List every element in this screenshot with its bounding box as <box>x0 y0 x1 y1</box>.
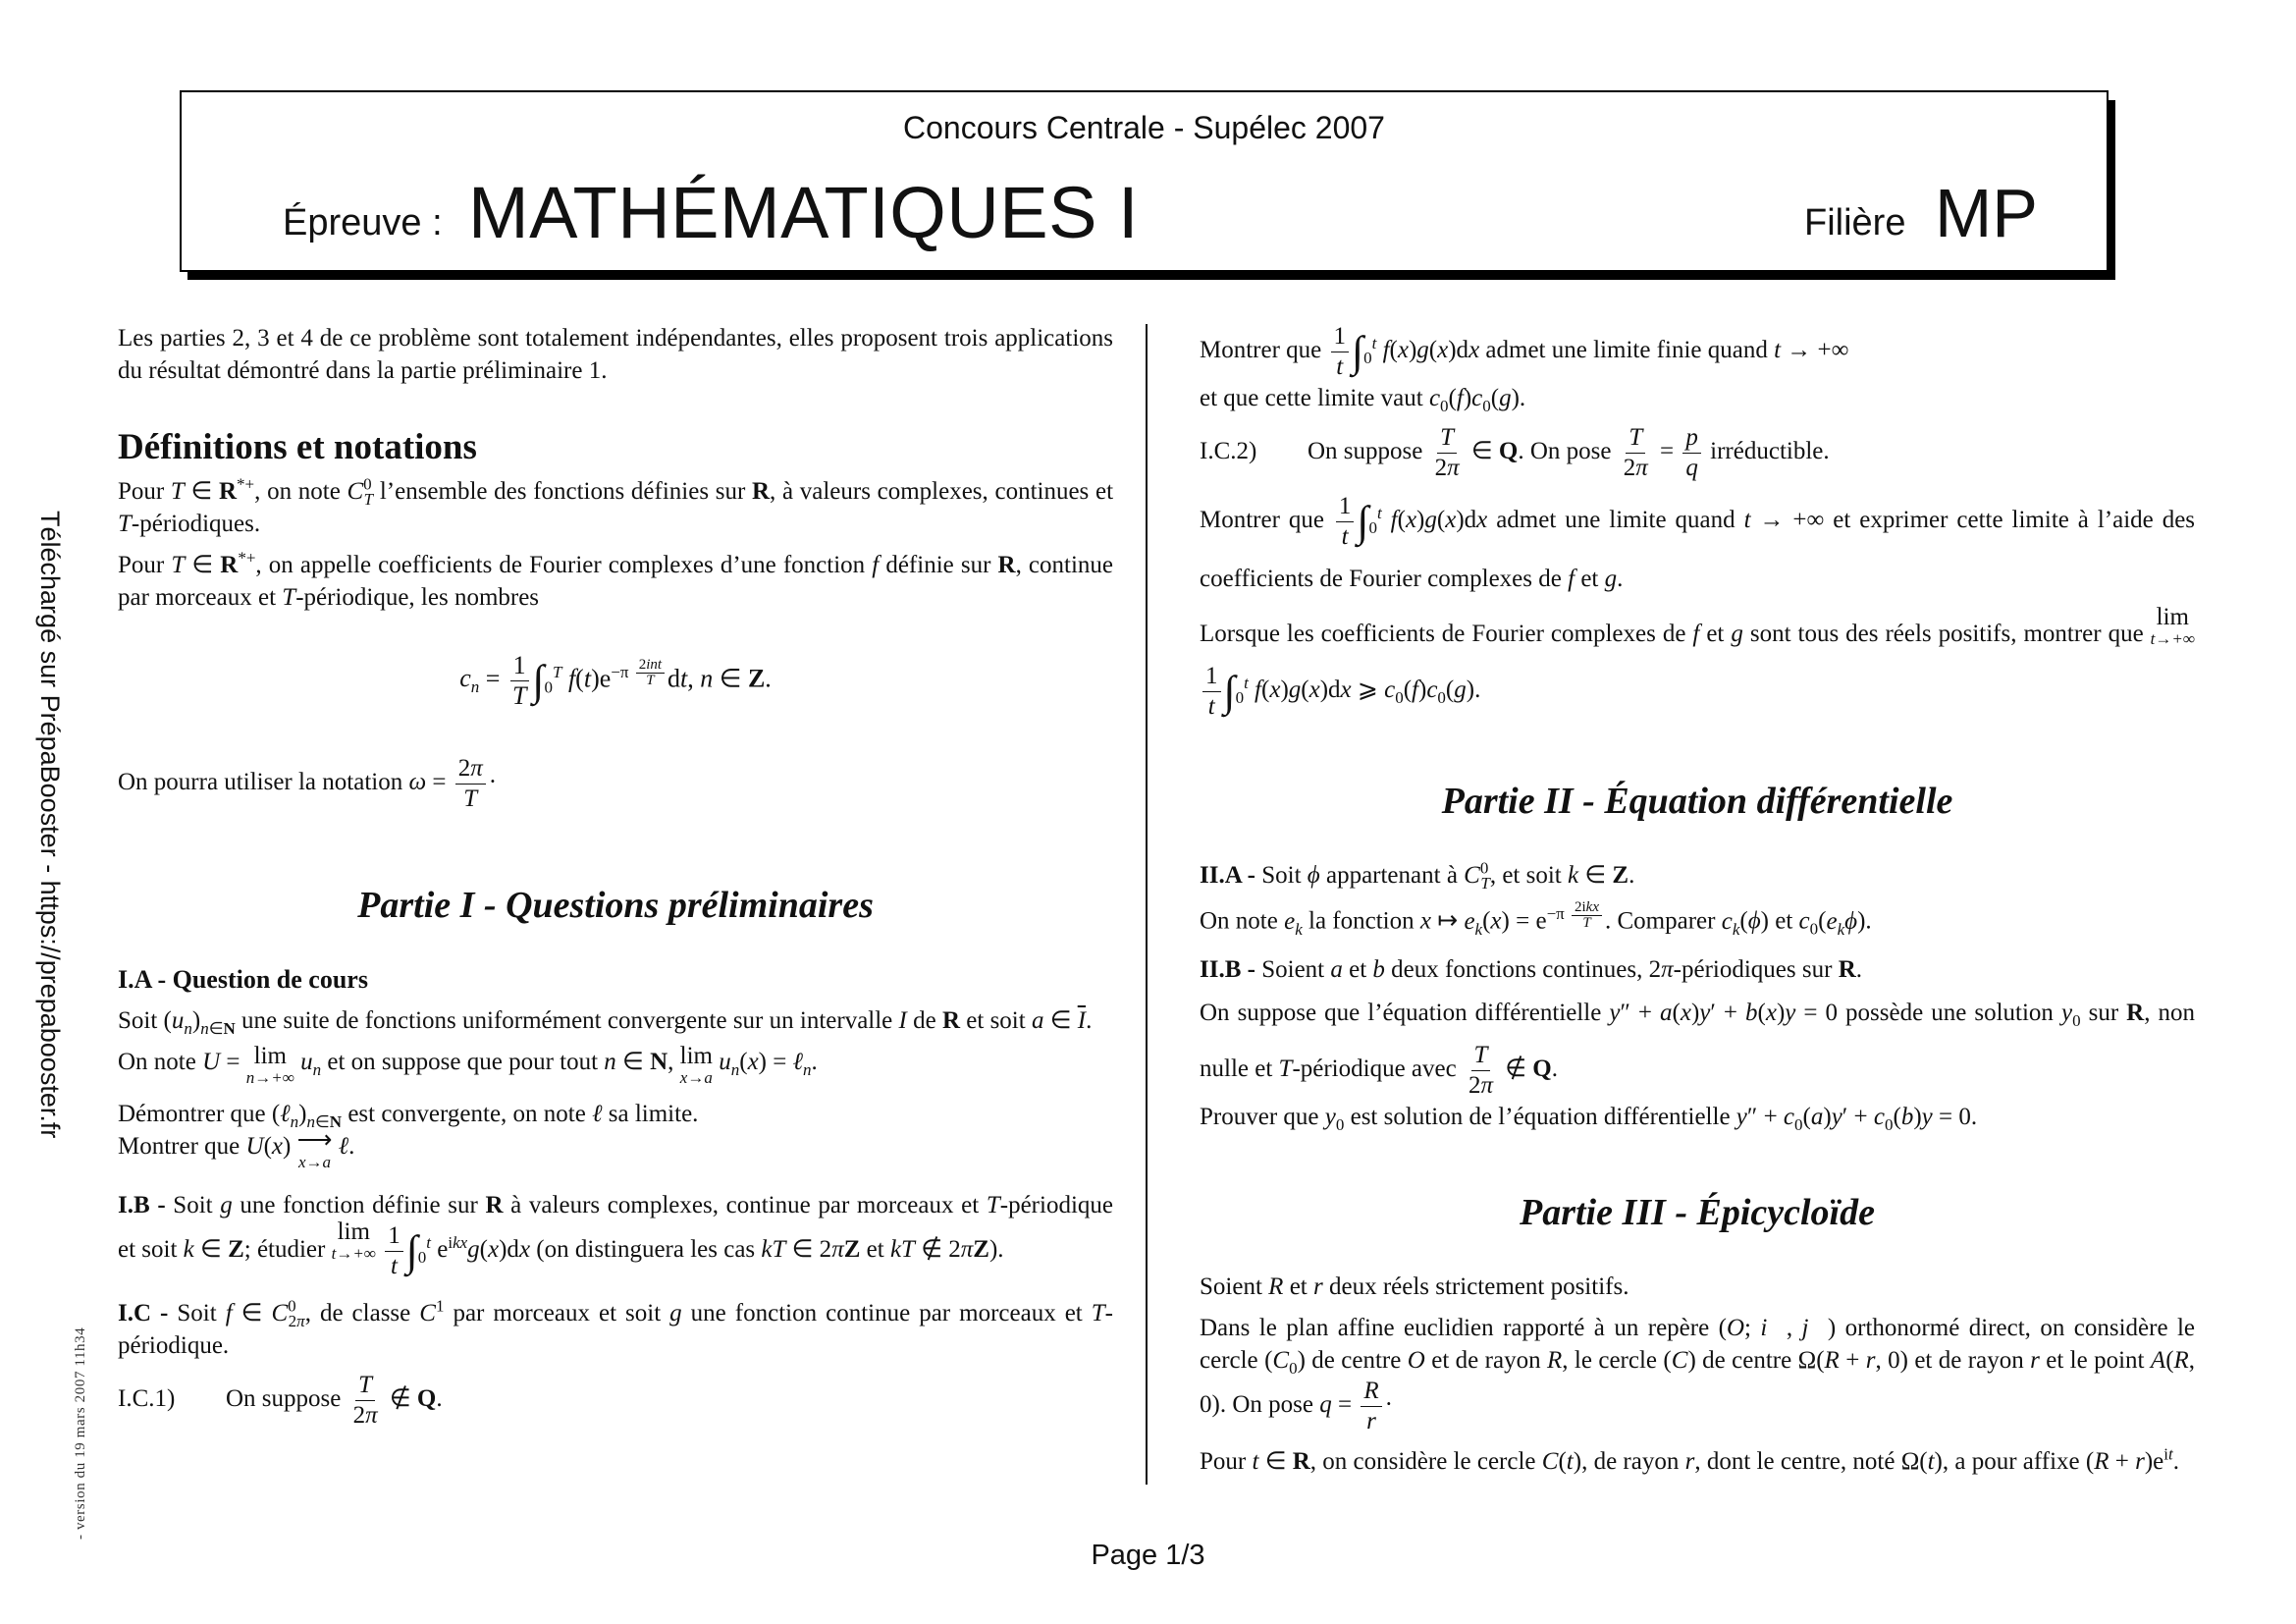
IIA-paragraph: II.A - Soit ϕ appartenant à $C^0_T$, et soit k ∈ Z. <box>1200 858 1635 893</box>
IA-paragraph-4: Montrer que U(x) ⟶ x→a ℓ. <box>118 1127 355 1171</box>
version-stamp <box>73 1267 96 1542</box>
download-watermark <box>35 511 65 1159</box>
IA-heading: I.A - Question de cours <box>118 965 368 994</box>
version-stamp-text: - version du 19 mars 2007 11h34 <box>73 1326 88 1540</box>
IA-paragraph-3: Démontrer que $(\ell_n)_{n\in N}$ est convergente, on note ℓ sa limite. <box>118 1101 699 1131</box>
III-paragraph-3: Pour t ∈ R, on considère le cercle C(t), de rayon r, dont le centre, noté Ω(t), a pour affixe $(R + r)e^{it}$. <box>1200 1444 2179 1475</box>
filiere-value: MP <box>1935 175 2038 251</box>
IC-paragraph: I.C - Soit f ∈ $C^0_{2\pi}$, de classe $C^1$ par morceaux et soit g une fonction continue par morceaux et T-périodique. <box>118 1296 1113 1359</box>
definition-paragraph-2: Pour T ∈ R*+, on appelle coefficients de Fourier complexes d’une fonction f définie sur R, continue par morceaux et T-périodique, les nombres <box>118 548 1114 611</box>
download-watermark-text: Téléchargé sur PrépaBooster - https://prepabooster.fr <box>35 511 65 1139</box>
page-number: Page 1/3 <box>1091 1540 1205 1571</box>
IC2-inequality: Lorsque les coefficients de Fourier complexes de f et g sont tous des réels positifs, montrer que lim t→+∞ $\frac{1}{t}$ $\int_0^t$ f(x)g(x)dx ⩾ $c_0(f)c_0(g)$. <box>1200 604 2195 720</box>
IC2-hypothesis: I.C.2) On suppose $\frac{T}{2\pi}$ ∈ Q. On pose $\frac{T}{2\pi}$ = $\frac{p}{q}$ irréductible. <box>1200 424 1830 481</box>
IIB-hypothesis: On suppose que l’équation différentielle y″ + a(x)y′ + b(x)y = 0 possède une solution $y_0$ sur R, non nulle et T-périodique avec $\frac{T}{2\pi}$ ∉ Q. <box>1200 999 2196 1099</box>
left-column <box>118 322 1113 1431</box>
IC1-question: Montrer que $\frac{1}{t}$ $\int_0^t$ f(x)g(x)dx admet une limite finie quand t → +∞ <box>1200 323 1849 380</box>
IB-paragraph: I.B - Soit g une fonction définie sur R à valeurs complexes, continue par morceaux et T-périodique et soit k ∈ Z; étudier lim t→+∞ $\frac{1}{t}$ $\int_0^t$ $e^{ikx}g(x)dx$ (on distinguera les cas kT ∈ 2πZ et kT ∉ 2πZ). <box>118 1192 1113 1279</box>
IIB-question: Prouver que $y_0$ est solution de l’équation différentielle $y'' + c_0(a)y' + c_0(b)y = 0$. <box>1200 1103 1978 1134</box>
IC1-paragraph: I.C.1) On suppose $\frac{T}{2\pi}$ ∉ Q. <box>118 1372 443 1429</box>
IC2-question: Montrer que $\frac{1}{t}$ $\int_0^t$ f(x)g(x)dx admet une limite quand t → +∞ et exprimer cette limite à l’aide des coefficients de Fourier complexes de f et g. <box>1200 493 2196 592</box>
omega-notation: On pourra utiliser la notation ω = $\frac{2\pi}{T}$ · <box>118 755 498 812</box>
filiere-label: Filière <box>1804 202 1906 244</box>
III-paragraph-1: Soient R et r deux réels strictement positifs. <box>1200 1272 1629 1300</box>
IC1-limit: et que cette limite vaut $c_0(f)c_0(g)$. <box>1200 385 1526 415</box>
IA-paragraph-1: Soit $(u_n)_{n\in N}$ une suite de fonctions uniformément convergente sur un intervalle I de R et soit a ∈ $\overline{I}$. <box>118 1007 1093 1038</box>
part-3-heading: Partie III - Épicycloïde <box>1520 1191 1875 1233</box>
IIB-paragraph: II.B - Soient a et b deux fonctions continues, 2π-périodiques sur R. <box>1200 955 1862 983</box>
IA-paragraph-2: On note U = lim n→+∞ $u_n$ et on suppose que pour tout n ∈ N, lim x→a $u_n(x)$ = ℓ$_n$. <box>118 1043 818 1087</box>
right-column <box>1200 322 2195 1478</box>
intro-paragraph: Les parties 2, 3 et 4 de ce problème sont totalement indépendantes, elles proposent trois applications du résultat démontré dans la partie préliminaire 1. <box>118 325 1113 384</box>
part-2-heading: Partie II - Équation différentielle <box>1441 781 1953 822</box>
subject-title: MATHÉMATIQUES I <box>468 172 1140 253</box>
fourier-coefficient-formula: $c_n$ = $\frac{1}{T}$ $\int_0^T$ $f(t)e^{-\pi \frac{\text{2int}}{T}}$ dt, n ∈ Z. <box>459 651 772 710</box>
III-paragraph-2: Dans le plan affine euclidien rapporté à un repère (O; i⃗, j⃗) orthonormé direct, on considère le cercle $(C_0)$ de centre O et de rayon R, le cercle (C) de centre Ω(R + r, 0) et de rayon r et le point A(R, 0). On pose q = $\frac{R}{r}$ · <box>1200 1314 2196 1435</box>
epreuve-label: Épreuve : <box>283 202 443 244</box>
definitions-heading: Définitions et notations <box>118 427 477 467</box>
part-1-heading: Partie I - Questions préliminaires <box>357 885 874 926</box>
IIA-question: On note $e_k$ la fonction x ↦ $e_k(x) = e^{-\pi \frac{\text{2ikx}}{T}}$ . Comparer $c_k(\phi)$ et $c_0(e_k\phi)$. <box>1200 899 1872 939</box>
contest-title: Concours Centrale - Supélec 2007 <box>903 110 1385 145</box>
column-divider <box>1146 324 1148 1485</box>
exam-header <box>180 90 2109 272</box>
definition-paragraph-1: Pour T ∈ R*+, on note $C^0_T$ l’ensemble des fonctions définies sur R, à valeurs complexes, continues et T-périodiques. <box>118 474 1114 537</box>
